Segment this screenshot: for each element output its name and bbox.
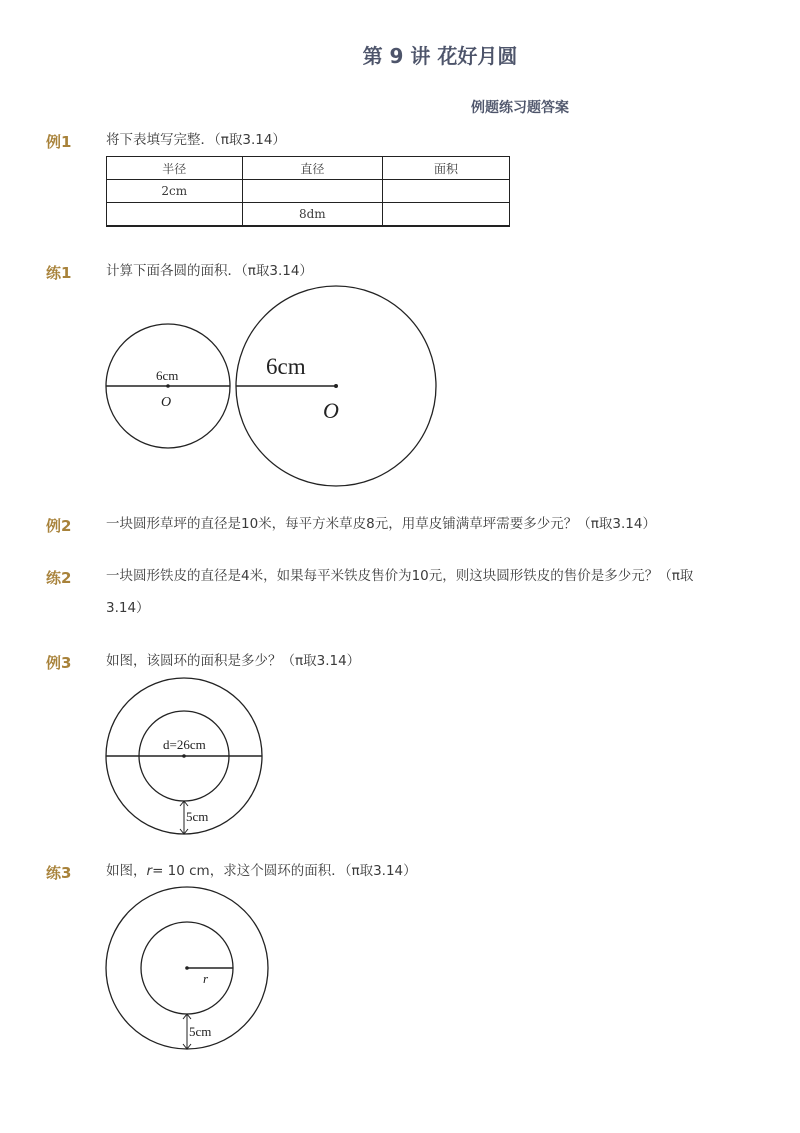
large-circle-center-dot [334,384,338,388]
practice-3-text-suffix: = 10 cm，求这个圆环的面积．（π取3.14） [152,863,417,879]
example-3-label: 例3 [46,654,72,672]
example-3-text: 如图，该圆环的面积是多少？（π取3.14） [106,653,361,669]
small-circle-measure: 6cm [156,368,179,383]
table-cell: 2cm [107,180,243,203]
diameter-label: d=26cm [163,737,206,752]
practice-1-label: 练1 [46,264,72,282]
practice-2-label: 练2 [46,569,72,587]
practice-3-radius-var: r [146,863,153,879]
answer-subtitle: 例题练习题答案 [471,100,569,116]
center-dot [182,754,186,758]
table-header-diameter: 直径 [242,157,383,180]
large-circle-measure: 6cm [266,354,306,379]
table-cell [242,180,383,203]
large-circle-center-label: O [323,398,339,423]
example-1-text: 将下表填写完整．（π取3.14） [106,132,286,148]
example-1-label: 例1 [46,133,72,151]
annulus-figure-2 [100,881,275,1056]
small-circle-figure [100,318,240,458]
table-row [107,203,510,227]
example-2-label: 例2 [46,517,72,535]
table-header-area: 面积 [383,157,510,180]
table-cell [107,203,243,227]
practice-1-text: 计算下面各圆的面积．（π取3.14） [106,263,313,279]
gap-label: 5cm [189,1024,212,1039]
table-header-radius: 半径 [107,157,243,180]
radius-label: r [203,971,209,986]
table-cell [383,180,510,203]
practice-2-text: 一块圆形铁皮的直径是4米，如果每平米铁皮售价为10元，则这块圆形铁皮的售价是多少元？（π取3.14） [106,568,694,616]
annulus-figure-1 [100,672,275,842]
radius-diameter-area-table [106,156,510,227]
practice-3-text-prefix: 如图， [106,863,147,879]
small-circle-center-dot [166,384,170,388]
center-dot [185,966,189,970]
table-cell [383,203,510,227]
small-circle-center-label: O [161,395,172,410]
table-cell: 8dm [242,203,383,227]
lecture-title: 第 9 讲 花好月圆 [362,44,518,68]
table-row [107,180,510,203]
practice-3-label: 练3 [46,864,72,882]
example-2-text: 一块圆形草坪的直径是10米，每平方米草皮8元，用草皮铺满草坪需要多少元？（π取3.14） [106,516,656,532]
table-header-row [107,157,510,180]
large-circle-figure [230,280,445,495]
gap-label: 5cm [186,809,209,824]
